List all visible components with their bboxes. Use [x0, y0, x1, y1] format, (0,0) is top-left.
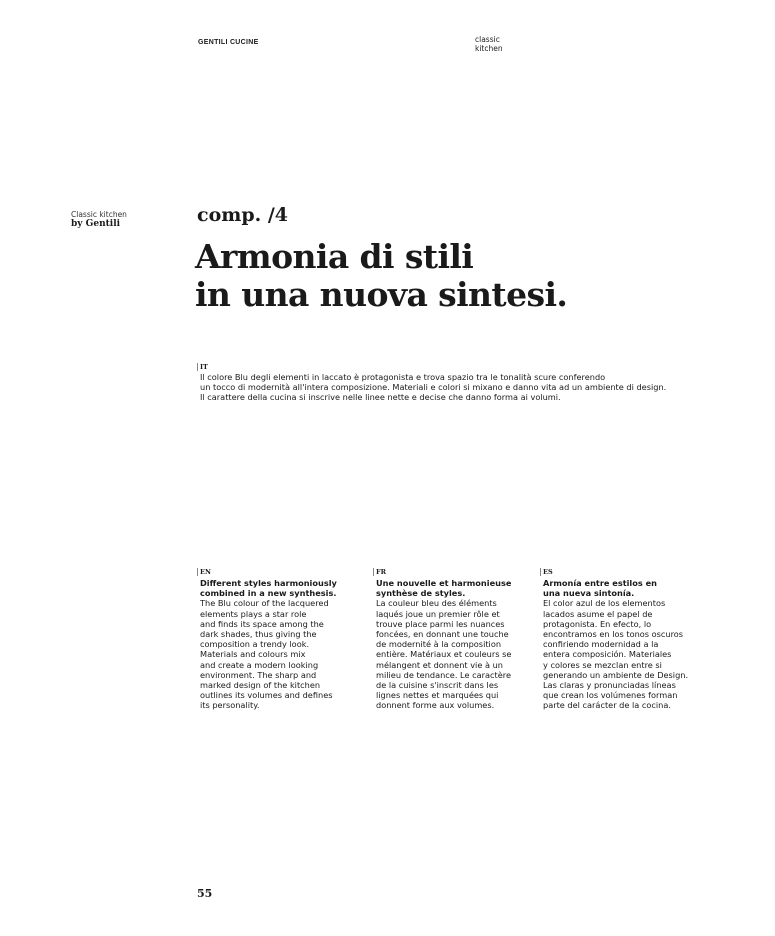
- body-line: de modernité à la composition: [376, 639, 502, 650]
- spanish-column: [543, 568, 703, 711]
- body-line: La couleur bleu des éléments: [376, 598, 497, 609]
- french-heading: [376, 578, 536, 598]
- body-line: parte del carácter de la cocina.: [543, 700, 671, 711]
- body-line: The Blu colour of the lacquered: [200, 598, 329, 609]
- spanish-heading: [543, 578, 703, 598]
- body-line: its personality.: [200, 700, 260, 711]
- english-column: [200, 568, 360, 711]
- body-line: Materials and colours mix: [200, 649, 306, 660]
- paragraph-line: Il carattere della cucina si inscrive nelle linee nette e decise che danno forma ai volumi.: [200, 392, 561, 403]
- body-line: marked design of the kitchen: [200, 680, 321, 691]
- language-tag-es: ES: [540, 568, 703, 576]
- body-line: laqués joue un premier rôle et: [376, 608, 500, 619]
- body-line: outlines its volumes and defines: [200, 690, 333, 701]
- title-line: in una nuova sintesi.: [195, 275, 568, 314]
- body-line: confiriendo modernidad a la: [543, 639, 659, 650]
- heading-line: combined in a new synthesis.: [200, 588, 337, 599]
- heading-line: una nueva sintonía.: [543, 588, 635, 599]
- body-line: protagonista. En efecto, lo: [543, 618, 652, 629]
- paragraph-line: un tocco di modernità all'intera composizione. Materiali e colori si mixano e danno vita ad un ambiente di design.: [200, 382, 667, 393]
- body-line: lacados asume el papel de: [543, 608, 653, 619]
- spanish-body: [543, 598, 703, 710]
- page-number: 55: [197, 887, 213, 900]
- french-column: [376, 568, 536, 711]
- section-tag-line: classic: [475, 35, 500, 44]
- body-line: milieu de tendance. Le caractère: [376, 669, 511, 680]
- side-label-category: Classic kitchen: [71, 210, 127, 219]
- composition-label: comp. /4: [197, 204, 289, 226]
- side-label-brand: by Gentili: [71, 219, 121, 229]
- body-line: de la cuisine s'inscrit dans les: [376, 680, 499, 691]
- body-line: foncées, en donnant une touche: [376, 629, 509, 640]
- heading-line: Une nouvelle et harmonieuse: [376, 578, 512, 588]
- heading-line: Different styles harmoniously: [200, 578, 337, 588]
- page-title: [195, 238, 735, 314]
- body-line: trouve place parmi les nuances: [376, 618, 505, 629]
- brand-name: GENTILI CUCINE: [198, 39, 259, 46]
- body-line: and create a modern looking: [200, 659, 319, 670]
- body-line: composition a trendy look.: [200, 639, 310, 650]
- english-body: [200, 598, 360, 710]
- body-line: dark shades, thus giving the: [200, 629, 317, 640]
- italian-paragraph: [200, 372, 720, 403]
- language-tag-it: IT: [197, 363, 720, 371]
- body-line: El color azul de los elementos: [543, 598, 666, 609]
- language-tag-en: EN: [197, 568, 360, 576]
- heading-line: Armonía entre estilos en: [543, 578, 657, 588]
- title-line: Armonia di stili: [195, 237, 474, 276]
- section-tag: [475, 35, 535, 53]
- body-line: Las claras y pronunciadas líneas: [543, 680, 676, 691]
- paragraph-line: Il colore Blu degli elementi in laccato è protagonista e trova spazio tra le tonalità scure conferendo: [200, 372, 606, 382]
- body-line: generando un ambiente de Design.: [543, 669, 689, 680]
- body-line: donnent forme aux volumes.: [376, 700, 495, 711]
- english-heading: [200, 578, 360, 598]
- language-tag-fr: FR: [373, 568, 536, 576]
- body-line: que crean los volúmenes forman: [543, 690, 678, 701]
- body-line: and finds its space among the: [200, 618, 324, 629]
- body-line: entera composición. Materiales: [543, 649, 672, 660]
- body-line: lignes nettes et marquées qui: [376, 690, 499, 701]
- french-body: [376, 598, 536, 710]
- body-line: environment. The sharp and: [200, 669, 317, 680]
- body-line: elements plays a star role: [200, 608, 307, 619]
- section-tag-line: kitchen: [475, 44, 503, 53]
- italian-text-block: [200, 363, 720, 403]
- body-line: entière. Matériaux et couleurs se: [376, 649, 512, 660]
- body-line: y colores se mezclan entre si: [543, 659, 662, 670]
- body-line: encontramos en los tonos oscuros: [543, 629, 684, 640]
- heading-line: synthèse de styles.: [376, 588, 466, 599]
- body-line: mélangent et donnent vie à un: [376, 659, 503, 670]
